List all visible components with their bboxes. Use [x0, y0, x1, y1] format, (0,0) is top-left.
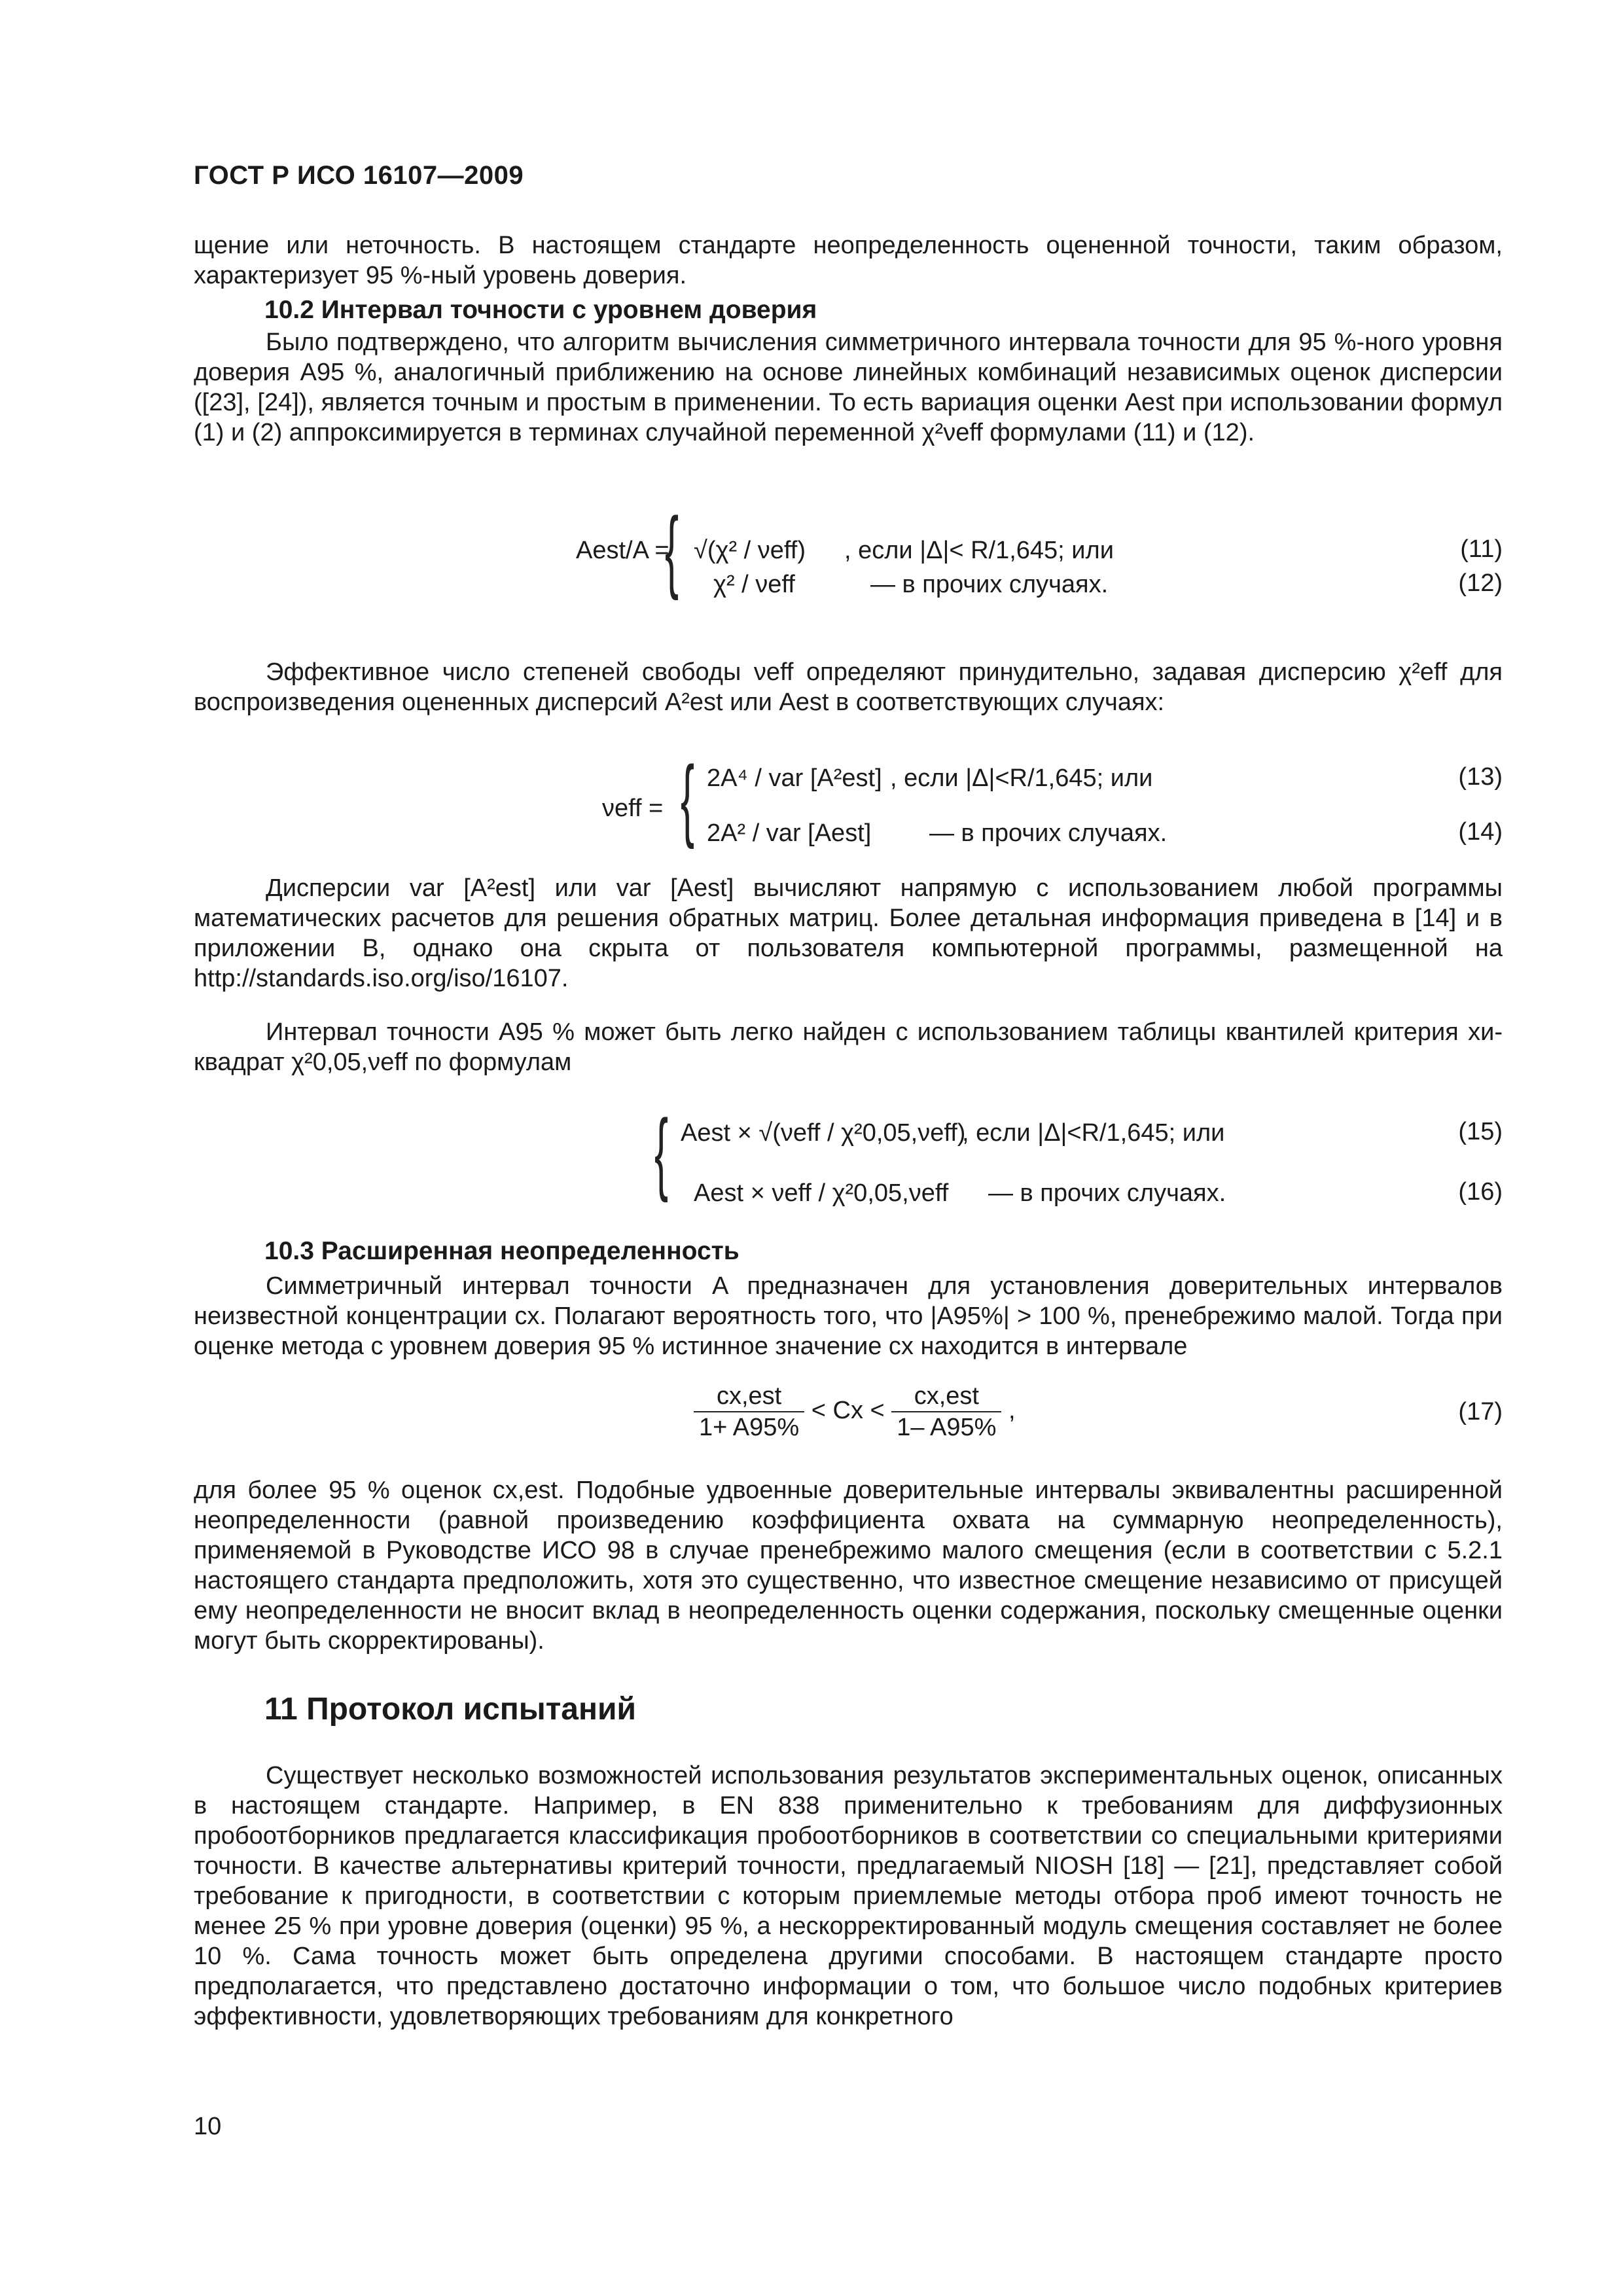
- eq13-number: (13): [1458, 763, 1503, 791]
- section-heading-11: 11 Протокол испытаний: [264, 1692, 636, 1727]
- eq16-expression: Aest × νeff / χ²0,05,νeff: [694, 1179, 949, 1207]
- left-brace-icon: {: [681, 747, 695, 850]
- document-header: ГОСТ Р ИСО 16107—2009: [194, 161, 524, 190]
- paragraph-11: Существует несколько возможностей использования результатов экспериментальных оценок, описанных в настоящем стандарте. Например, в EN 838 применительно к требованиям для диффузионных пробоотборников предлагается классификация пробоотборников в соответствии со специальными критериями точности. В качестве альтернативы критерий точности, предлагаемый NIOSH [18] — [21], представляет собой требование к пригодности, в соответствии с которым приемлемые методы отбора проб имеют точность не менее 25 % при уровне доверия (оценки) 95 %, а нескорректированный модуль смещения составляет не более 10 %. Сама точность может быть определена другими способами. В настоящем стандарте просто предполагается, что представлено достаточно информации о том, что большое число подобных критериев эффективности, удовлетворяющих требованиям для конкретного: [194, 1762, 1503, 2030]
- eq15-number: (15): [1458, 1118, 1503, 1145]
- paragraph-10-2-b: Эффективное число степеней свободы νeff определяют принудительно, задавая дисперсию χ²eff для воспроизведения оцененных дисперсий A²est или Aest в соответствующих случаях:: [194, 658, 1503, 716]
- eq15-expression: Aest × √(νeff / χ²0,05,νeff): [681, 1119, 966, 1147]
- paragraph-10-3-b: для более 95 % оценок cx,est. Подобные удвоенные доверительные интервалы эквивалентны расширенной неопределенности (равной произведению коэффициента охвата на суммарную неопределенность), применяемой в Руководстве ИСО 98 в случае пренебрежимо малого смещения (если в соответствии с 5.2.1 настоящего стандарта предположить, хотя это существенно, что известное смещение независимо от присущей ему неопределенности не вносит вклад в неопределенность оценки содержания, поскольку смещенные оценки могут быть скорректированы).: [194, 1477, 1503, 1655]
- eq17-middle: < Cx <: [811, 1397, 885, 1425]
- eq11-expression: √(χ² / νeff): [694, 537, 806, 564]
- eq16-number: (16): [1458, 1178, 1503, 1206]
- paragraph-intro: щение или неточность. В настоящем стандарте неопределенность оцененной точности, таким образом, характеризует 95 %-ный уровень доверия.: [194, 232, 1503, 289]
- eq11-number: (11): [1460, 535, 1503, 563]
- eq13-expression: 2A⁴ / var [A²est]: [707, 764, 882, 792]
- left-brace-icon: {: [665, 498, 679, 601]
- eq13-lhs: νeff =: [602, 795, 664, 822]
- eq17-left-fraction: [694, 1381, 804, 1443]
- eq12-number: (12): [1458, 569, 1503, 597]
- eq17-left-denominator: 1+ A95%: [699, 1414, 800, 1441]
- left-brace-icon: {: [654, 1100, 669, 1203]
- eq11-condition: , если |Δ|< R/1,645; или: [844, 537, 1114, 564]
- paragraph-10-2-c: Дисперсии var [A²est] или var [Aest] вычисляют напрямую с использованием любой программы математических расчетов для решения обратных матриц. Более детальная информация приведена в [14] и в приложении В, однако она скрыта от пользователя компьютерной программы, размещенной на http://standards.iso.org/iso/16107.: [194, 874, 1503, 992]
- paragraph-10-2-a: Было подтверждено, что алгоритм вычисления симметричного интервала точности для 95 %-ного уровня доверия A95 %, аналогичный приближению на основе линейных комбинаций независимых оценок дисперсии ([23], [24]), является точным и простым в применении. То есть вариация оценки Aest при использовании формул (1) и (2) аппроксимируется в терминах случайной переменной χ²νeff формулами (11) и (12).: [194, 329, 1503, 446]
- eq17: [694, 1381, 1016, 1443]
- eq17-left-numerator: cx,est: [694, 1381, 804, 1412]
- page-number: 10: [194, 2113, 222, 2140]
- eq12-expression: χ² / νeff: [713, 571, 795, 598]
- eq11-lhs: Aest/A =: [576, 537, 669, 564]
- eq17-number: (17): [1458, 1398, 1503, 1426]
- eq15-condition: , если |Δ|<R/1,645; или: [962, 1119, 1225, 1147]
- eq17-right-denominator: 1– A95%: [897, 1414, 997, 1441]
- eq16-condition: — в прочих случаях.: [988, 1179, 1226, 1207]
- eq14-condition: — в прочих случаях.: [929, 819, 1168, 847]
- paragraph-10-3-a: Симметричный интервал точности A предназначен для установления доверительных интервалов неизвестной концентрации cx. Полагают вероятность того, что |A95%| > 100 %, пренебрежимо малой. Тогда при оценке метода с уровнем доверия 95 % истинное значение cx находится в интервале: [194, 1272, 1503, 1360]
- eq12-condition: — в прочих случаях.: [870, 571, 1109, 598]
- section-heading-10-3: 10.3 Расширенная неопределенность: [264, 1237, 740, 1265]
- eq17-tail: ,: [1008, 1397, 1016, 1425]
- eq14-expression: 2A² / var [Aest]: [707, 819, 872, 847]
- eq17-right-fraction: [891, 1381, 1001, 1443]
- eq13-condition: , если |Δ|<R/1,645; или: [890, 764, 1153, 792]
- section-heading-10-2: 10.2 Интервал точности с уровнем доверия: [264, 296, 817, 324]
- eq17-right-numerator: cx,est: [891, 1381, 1001, 1412]
- paragraph-10-2-d: Интервал точности A95 % может быть легко найден с использованием таблицы квантилей критерия хи-квадрат χ²0,05,νeff по формулам: [194, 1018, 1503, 1076]
- eq14-number: (14): [1458, 818, 1503, 846]
